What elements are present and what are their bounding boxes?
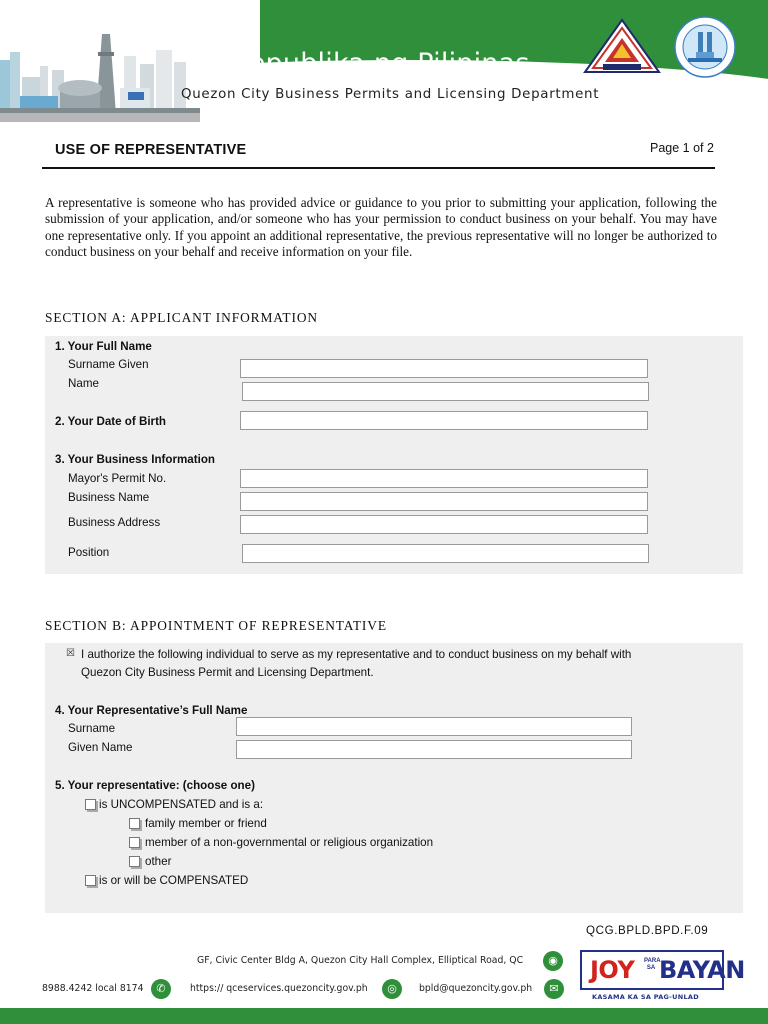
ngo-label: member of a non-governmental or religious organization [145, 836, 434, 849]
section-a-heading: SECTION A: APPLICANT INFORMATION [45, 310, 318, 325]
intro-paragraph: A representative is someone who has provided advice or guidance to you prior to submitting your application, following the submission of your application, and/or someone who has your permission to conduct business on your behalf. You may have one representative only. If you appoint an additional representative, the previous representative will no longer be authorized to conduct business on your behalf and receive information on your file. [45, 195, 717, 260]
date-of-birth-input[interactable] [240, 411, 648, 430]
authorize-text-line2: Quezon City Business Permit and Licensing Department. [81, 666, 374, 679]
footer-address: GF, Civic Center Bldg A, Quezon City Hall Complex, Elliptical Road, QC [197, 955, 524, 966]
business-name-input[interactable] [240, 492, 648, 511]
footer-website[interactable]: https:// qceservices.quezoncity.gov.ph [190, 983, 368, 994]
footer-green-bar [0, 1008, 768, 1024]
republic-title: Republika ng Pilipinas [231, 48, 530, 79]
rep-given-name-label: Given Name [68, 741, 133, 754]
compensated-checkbox[interactable] [85, 875, 96, 886]
representative-type-label: 5. Your representative: (choose one) [55, 779, 255, 792]
lungsod-quezon-seal-icon [583, 18, 661, 74]
location-pin-icon: ◉ [543, 951, 563, 971]
rep-surname-label: Surname [68, 722, 116, 735]
rep-surname-input[interactable] [236, 717, 632, 736]
form-code: QCG.BPLD.BPD.F.09 [586, 924, 709, 937]
other-label: other [145, 855, 172, 868]
mayors-permit-input[interactable] [240, 469, 648, 488]
business-name-label: Business Name [68, 491, 150, 504]
ngo-checkbox[interactable] [129, 837, 140, 848]
position-label: Position [68, 546, 110, 559]
authorize-text-line1: I authorize the following individual to serve as my representative and to conduct business on my behalf with [81, 648, 632, 661]
page-number: Page 1 of 2 [650, 141, 714, 155]
department-subtitle: Quezon City Business Permits and Licensing Department [181, 87, 600, 102]
mayors-permit-label: Mayor's Permit No. [68, 472, 167, 485]
logo-para-sa-text: PARA SA [644, 958, 661, 971]
other-checkbox[interactable] [129, 856, 140, 867]
surname-given-label: Surname Given [68, 358, 149, 371]
footer-email[interactable]: bpld@quezoncity.gov.ph [419, 983, 533, 994]
applicant-surname-input[interactable] [240, 359, 648, 378]
business-address-input[interactable] [240, 515, 648, 534]
business-address-label: Business Address [68, 516, 161, 529]
section-b-heading: SECTION B: APPOINTMENT OF REPRESENTATIVE [45, 618, 387, 633]
phone-icon: ✆ [151, 979, 171, 999]
rep-given-name-input[interactable] [236, 740, 632, 759]
email-icon: ✉ [544, 979, 564, 999]
representative-name-label: 4. Your Representative’s Full Name [55, 704, 248, 717]
family-checkbox[interactable] [129, 818, 140, 829]
uncompensated-label: is UNCOMPENSATED and is a: [99, 798, 264, 811]
logo-bayan-text: BAYAN [659, 956, 745, 984]
full-name-label: 1. Your Full Name [55, 340, 152, 353]
footer-phone: 8988.4242 local 8174 [42, 983, 144, 994]
globe-icon: ◎ [382, 979, 402, 999]
joy-para-sa-bayan-logo [580, 950, 745, 990]
authorize-checkbox-icon[interactable]: ☒ [66, 648, 75, 659]
business-info-label: 3. Your Business Information [55, 453, 215, 466]
date-of-birth-label: 2. Your Date of Birth [55, 415, 167, 428]
document-title: USE OF REPRESENTATIVE [55, 142, 247, 158]
family-label: family member or friend [145, 817, 267, 830]
city-skyline-illustration [0, 22, 200, 122]
compensated-label: is or will be COMPENSATED [99, 874, 249, 887]
quezon-city-seal-icon [674, 16, 736, 78]
title-divider [42, 167, 715, 169]
name-label: Name [68, 377, 99, 390]
logo-tagline: KASAMA KA SA PAG-UNLAD [592, 993, 699, 1001]
section-b-panel [45, 643, 743, 913]
position-input[interactable] [242, 544, 649, 563]
page-header [0, 0, 768, 122]
logo-joy-text: JOY [590, 956, 635, 984]
applicant-given-name-input[interactable] [242, 382, 649, 401]
uncompensated-checkbox[interactable] [85, 799, 96, 810]
